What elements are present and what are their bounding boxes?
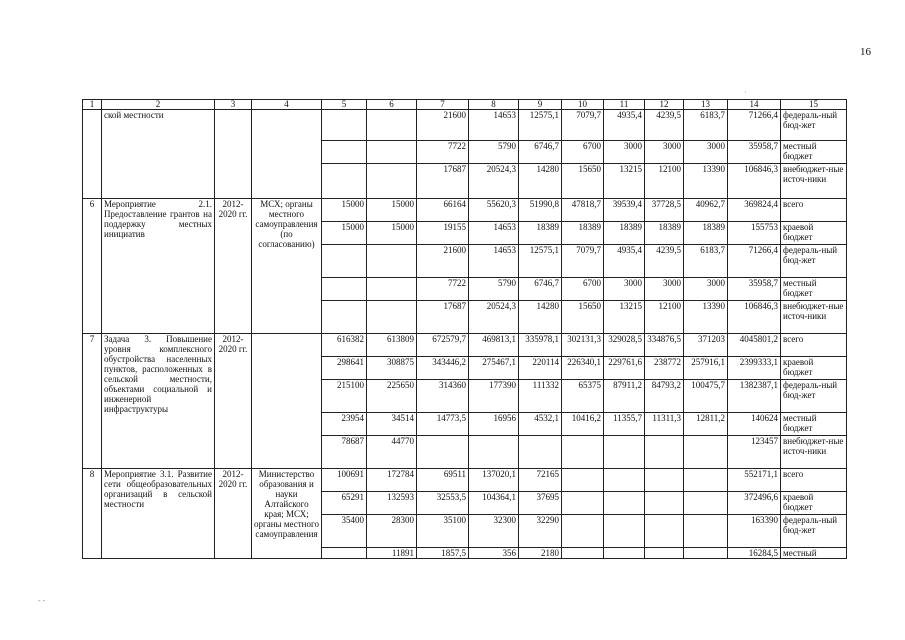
table-row [83,469,847,492]
amount-cell: 78687 [322,436,367,469]
amount-cell: 4239,5 [645,245,684,278]
amount-cell: 672579,7 [417,334,469,357]
amount-cell [322,548,367,559]
amount-cell: 343446,2 [417,357,469,380]
amount-cell: 14653 [469,110,519,141]
amount-cell: 4532,1 [519,413,562,436]
amount-cell [562,492,604,515]
amount-cell: 65291 [322,492,367,515]
column-number: 10 [562,100,604,110]
amount-cell: 39539,4 [604,199,645,222]
row-number: 7 [83,334,102,469]
amount-cell: 13390 [684,164,728,199]
amount-cell: 7722 [417,278,469,301]
amount-cell: 71266,4 [728,110,781,141]
column-number: 15 [781,100,847,110]
funding-source: федераль-ный бюд-жет [781,515,847,548]
amount-cell: 32300 [469,515,519,548]
amount-cell [562,436,604,469]
amount-cell: 2180 [519,548,562,559]
column-number: 1 [83,100,102,110]
column-number: 14 [728,100,781,110]
funding-source: краевой бюджет [781,222,847,245]
row-number [83,110,102,199]
funding-source: всего [781,469,847,492]
amount-cell [367,141,417,164]
amount-cell: 15000 [367,199,417,222]
amount-cell: 4935,4 [604,245,645,278]
funding-source: всего [781,334,847,357]
amount-cell: 369824,4 [728,199,781,222]
amount-cell: 12811,2 [684,413,728,436]
table-row [83,334,847,357]
budget-table [82,99,847,559]
amount-cell [645,469,684,492]
amount-cell: 84793,2 [645,380,684,413]
amount-cell: 469813,1 [469,334,519,357]
amount-cell: 4239,5 [645,110,684,141]
amount-cell: 2399333,1 [728,357,781,380]
amount-cell: 20524,3 [469,164,519,199]
amount-cell: 335978,1 [519,334,562,357]
amount-cell: 12575,1 [519,110,562,141]
row-number: 6 [83,199,102,334]
amount-cell: 111332 [519,380,562,413]
funding-source: местный бюджет [781,278,847,301]
column-number: 6 [367,100,417,110]
amount-cell: 16284,5 [728,548,781,559]
row-number: 8 [83,469,102,559]
amount-cell [604,492,645,515]
amount-cell: 35958,7 [728,141,781,164]
funding-source: местный бюджет [781,141,847,164]
executor: Министерство образования и науки Алтайского края; МСХ; органы местного самоуправления [252,469,322,559]
amount-cell [645,548,684,559]
amount-cell [322,110,367,141]
amount-cell: 3000 [604,141,645,164]
amount-cell: 5790 [469,141,519,164]
column-number: 11 [604,100,645,110]
amount-cell: 238772 [645,357,684,380]
amount-cell: 302131,3 [562,334,604,357]
amount-cell [322,301,367,334]
amount-cell: 100691 [322,469,367,492]
amount-cell [322,141,367,164]
executor: МСХ; органы местного самоуправления (по согласованию) [252,199,322,334]
activity-name: Мероприятие 2.1. Предоставление грантов на поддержку местных инициатив [102,199,215,334]
amount-cell: 1382387,1 [728,380,781,413]
funding-source: краевой бюджет [781,357,847,380]
amount-cell: 69511 [417,469,469,492]
amount-cell: 3000 [645,141,684,164]
amount-cell: 137020,1 [469,469,519,492]
funding-source: местный [781,548,847,559]
column-number: 5 [322,100,367,110]
amount-cell: 106846,3 [728,301,781,334]
amount-cell: 14280 [519,164,562,199]
amount-cell: 55620,3 [469,199,519,222]
table-row [83,199,847,222]
funding-source: федераль-ный бюд-жет [781,380,847,413]
amount-cell [684,492,728,515]
amount-cell: 155753 [728,222,781,245]
amount-cell: 334876,5 [645,334,684,357]
executor [252,110,322,199]
amount-cell: 18389 [562,222,604,245]
amount-cell: 226340,1 [562,357,604,380]
amount-cell: 372496,6 [728,492,781,515]
amount-cell: 163390 [728,515,781,548]
amount-cell: 51990,8 [519,199,562,222]
funding-source: краевой бюджет [781,492,847,515]
amount-cell: 16956 [469,413,519,436]
scan-mark: ‐ ‐ [38,596,46,605]
amount-cell: 7079,7 [562,245,604,278]
amount-cell: 10416,2 [562,413,604,436]
amount-cell: 123457 [728,436,781,469]
amount-cell: 6746,7 [519,141,562,164]
amount-cell: 3000 [684,278,728,301]
amount-cell: 12100 [645,301,684,334]
amount-cell: 11355,7 [604,413,645,436]
amount-cell: 21600 [417,245,469,278]
amount-cell: 14773,5 [417,413,469,436]
column-number: 8 [469,100,519,110]
amount-cell [322,278,367,301]
amount-cell: 613809 [367,334,417,357]
amount-cell: 23954 [322,413,367,436]
amount-cell: 32553,5 [417,492,469,515]
amount-cell: 3000 [604,278,645,301]
amount-cell [562,515,604,548]
page-number: 16 [860,46,871,58]
activity-name: ской местности [102,110,215,199]
amount-cell: 140624 [728,413,781,436]
period-years: 2012-2020 гг. [215,469,252,559]
amount-cell [562,469,604,492]
amount-cell: 21600 [417,110,469,141]
amount-cell [645,436,684,469]
column-number: 9 [519,100,562,110]
amount-cell: 35958,7 [728,278,781,301]
amount-cell: 177390 [469,380,519,413]
funding-source: внебюджет-ные источ-ники [781,436,847,469]
amount-cell: 35100 [417,515,469,548]
amount-cell: 3000 [645,278,684,301]
amount-cell: 329028,5 [604,334,645,357]
amount-cell: 19155 [417,222,469,245]
amount-cell: 12575,1 [519,245,562,278]
amount-cell: 4935,4 [604,110,645,141]
amount-cell: 71266,4 [728,245,781,278]
amount-cell: 5790 [469,278,519,301]
scan-mark: · [744,88,747,97]
amount-cell: 3000 [684,141,728,164]
amount-cell: 72165 [519,469,562,492]
amount-cell: 18389 [519,222,562,245]
amount-cell: 132593 [367,492,417,515]
amount-cell: 65375 [562,380,604,413]
amount-cell: 15000 [367,222,417,245]
amount-cell: 44770 [367,436,417,469]
amount-cell: 47818,7 [562,199,604,222]
amount-cell: 4045801,2 [728,334,781,357]
amount-cell: 18389 [645,222,684,245]
amount-cell: 37728,5 [645,199,684,222]
amount-cell: 15650 [562,164,604,199]
amount-cell: 6700 [562,278,604,301]
amount-cell: 6746,7 [519,278,562,301]
column-number-header [83,100,847,110]
amount-cell: 20524,3 [469,301,519,334]
amount-cell: 15650 [562,301,604,334]
funding-source: внебюджет-ные источ-ники [781,164,847,199]
activity-name: Мероприятие 3.1. Развитие сети общеобразовательных организаций в сельской местности [102,469,215,559]
amount-cell: 7722 [417,141,469,164]
period-years: 2012-2020 гг. [215,199,252,334]
amount-cell: 17687 [417,301,469,334]
amount-cell: 14653 [469,245,519,278]
amount-cell: 215100 [322,380,367,413]
table-row [83,110,847,141]
amount-cell: 371203 [684,334,728,357]
amount-cell [367,110,417,141]
amount-cell [367,301,417,334]
period-years [215,110,252,199]
amount-cell [645,492,684,515]
column-number: 13 [684,100,728,110]
amount-cell: 15000 [322,222,367,245]
funding-source: внебюджет-ные источ-ники [781,301,847,334]
amount-cell: 257916,1 [684,357,728,380]
column-number: 12 [645,100,684,110]
amount-cell: 106846,3 [728,164,781,199]
amount-cell: 1857,5 [417,548,469,559]
amount-cell: 100475,7 [684,380,728,413]
amount-cell: 40962,7 [684,199,728,222]
funding-source: федераль-ный бюд-жет [781,245,847,278]
amount-cell: 275467,1 [469,357,519,380]
funding-source: местный бюджет [781,413,847,436]
activity-name: Задача 3. Повышение уровня комплексного обустройства населенных пунктов, расположенных в сельской местности, объектами социальной и инженерной инфраструктуры [102,334,215,469]
amount-cell [367,278,417,301]
amount-cell: 11311,3 [645,413,684,436]
amount-cell: 34514 [367,413,417,436]
amount-cell: 12100 [645,164,684,199]
amount-cell [519,436,562,469]
amount-cell [469,436,519,469]
amount-cell: 66164 [417,199,469,222]
column-number: 2 [102,100,215,110]
amount-cell [645,515,684,548]
amount-cell: 225650 [367,380,417,413]
column-number: 3 [215,100,252,110]
amount-cell [367,164,417,199]
amount-cell: 32290 [519,515,562,548]
amount-cell: 13215 [604,164,645,199]
amount-cell [604,469,645,492]
amount-cell [684,436,728,469]
amount-cell: 356 [469,548,519,559]
amount-cell: 14653 [469,222,519,245]
amount-cell: 11891 [367,548,417,559]
amount-cell [367,245,417,278]
amount-cell [684,515,728,548]
amount-cell: 6183,7 [684,245,728,278]
amount-cell: 13390 [684,301,728,334]
amount-cell: 28300 [367,515,417,548]
period-years: 2012-2020 гг. [215,334,252,469]
amount-cell [684,469,728,492]
amount-cell [604,548,645,559]
funding-source: федераль-ный бюд-жет [781,110,847,141]
column-number: 7 [417,100,469,110]
amount-cell: 172784 [367,469,417,492]
amount-cell: 15000 [322,199,367,222]
amount-cell: 17687 [417,164,469,199]
amount-cell: 7079,7 [562,110,604,141]
amount-cell: 87911,2 [604,380,645,413]
amount-cell: 298641 [322,357,367,380]
amount-cell: 6700 [562,141,604,164]
funding-source: всего [781,199,847,222]
amount-cell: 13215 [604,301,645,334]
amount-cell: 37695 [519,492,562,515]
column-number: 4 [252,100,322,110]
executor [252,334,322,469]
amount-cell: 35400 [322,515,367,548]
amount-cell [684,548,728,559]
amount-cell: 314360 [417,380,469,413]
amount-cell: 18389 [684,222,728,245]
amount-cell: 6183,7 [684,110,728,141]
amount-cell: 220114 [519,357,562,380]
amount-cell [322,164,367,199]
amount-cell: 552171,1 [728,469,781,492]
amount-cell: 616382 [322,334,367,357]
amount-cell [604,436,645,469]
amount-cell: 18389 [604,222,645,245]
amount-cell: 308875 [367,357,417,380]
amount-cell: 14280 [519,301,562,334]
amount-cell [322,245,367,278]
amount-cell: 229761,6 [604,357,645,380]
amount-cell [604,515,645,548]
amount-cell [562,548,604,559]
amount-cell: 104364,1 [469,492,519,515]
amount-cell [417,436,469,469]
